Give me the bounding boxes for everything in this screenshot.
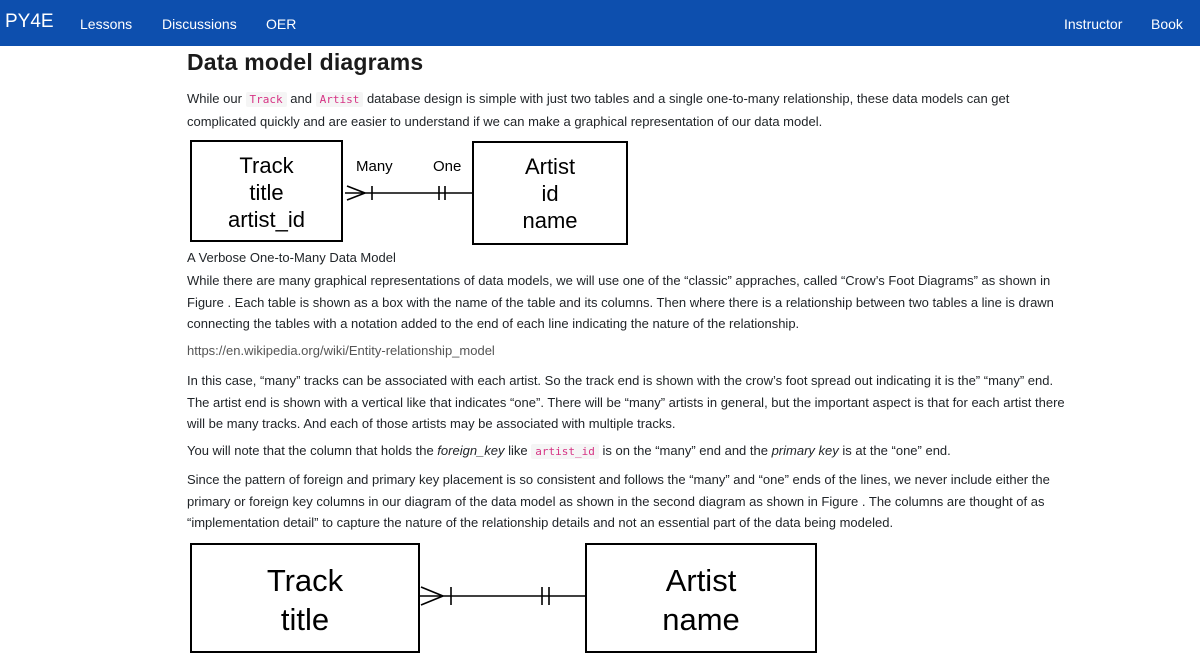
track-table-box [190,140,343,242]
table-column: title [280,602,330,637]
many-label: Many [356,158,393,175]
table-name: Artist [665,563,737,598]
artist-table-box-simple [585,543,817,653]
table-column: id [541,181,559,206]
table-name: Artist [524,154,576,179]
paragraph-implementation: Since the pattern of foreign and primary key placement is so consistent and follows the “many” and “one” ends of the lines, we never include either the primary or foreign key columns in our diagram of the data model as shown in the second diagram as shown in Figure . The columns are thought of as “implementation detail” to capture the nature of the relationship details and not an essential part of the data being modeled. [187,472,1050,530]
artist-table-box [472,141,628,245]
nav-discussions[interactable]: Discussions [162,16,237,32]
code-artist: Artist [316,92,364,107]
keys-text-4: is at the “one” end. [838,443,951,458]
table-column: title [249,180,284,205]
simple-diagram [190,543,820,653]
paragraph-crows-foot: While there are many graphical representations of data models, we will use one of the “classic” appraches, called “Crow’s Foot Diagrams” as shown in Figure . Each table is shown as a box with the name of the table and its columns. Then where there is a relationship between two tables a line is drawn connecting the tables with a notation added to the end of each line indicating the nature of the relationship. [187,273,1054,331]
wikipedia-link[interactable]: https://en.wikipedia.org/wiki/Entity-relationship_model [187,343,495,358]
paragraph-many-one: In this case, “many” tracks can be associated with each artist. So the track end is shown with the crow’s foot spread out indicating it is the” “many” end. The artist end is shown with a vertical like that indicates “one”. There will be “many” artists in general, but the important aspect is that for each artist there will be many tracks. And each of those artists may be associated with multiple tracks. [187,373,1065,431]
track-table-box-simple [190,543,420,653]
one-label: One [433,158,462,175]
intro-text-3: database design is simple with just two tables and a single one-to-many relationship, these data models can get complicated quickly and are easier to understand if we can make a graphical representation of our data model. [187,91,1010,129]
paragraph-keys [187,440,1067,463]
table-column: artist_id [227,207,306,232]
nav-instructor[interactable]: Instructor [1064,16,1123,32]
nav-oer[interactable]: OER [266,16,297,32]
nav-lessons[interactable]: Lessons [80,16,133,32]
table-column: name [522,208,578,233]
code-artist-id: artist_id [531,444,599,459]
intro-paragraph [187,88,1067,132]
keys-text-2: like [504,443,532,458]
brand-logo-link[interactable]: PY4E [5,11,54,32]
keys-text-1: You will note that the column that holds the [187,443,438,458]
nav-book[interactable]: Book [1151,16,1183,32]
relationship-connector-simple [419,585,587,609]
primary-key-em: primary key [771,443,839,458]
intro-text-1: While our [187,91,246,106]
page-title: Data model diagrams [187,49,424,75]
top-navbar [0,0,1200,46]
figure-caption: A Verbose One-to-Many Data Model [187,250,396,265]
table-name: Track [239,153,294,178]
foreign-key-em: foreign_key [437,443,505,458]
table-column: name [662,602,740,637]
relationship-connector [345,184,473,204]
code-track: Track [246,92,287,107]
intro-text-2: and [286,91,316,106]
keys-text-3: is on the “many” end and the [598,443,772,458]
table-name: Track [266,563,344,598]
verbose-diagram [190,140,630,246]
